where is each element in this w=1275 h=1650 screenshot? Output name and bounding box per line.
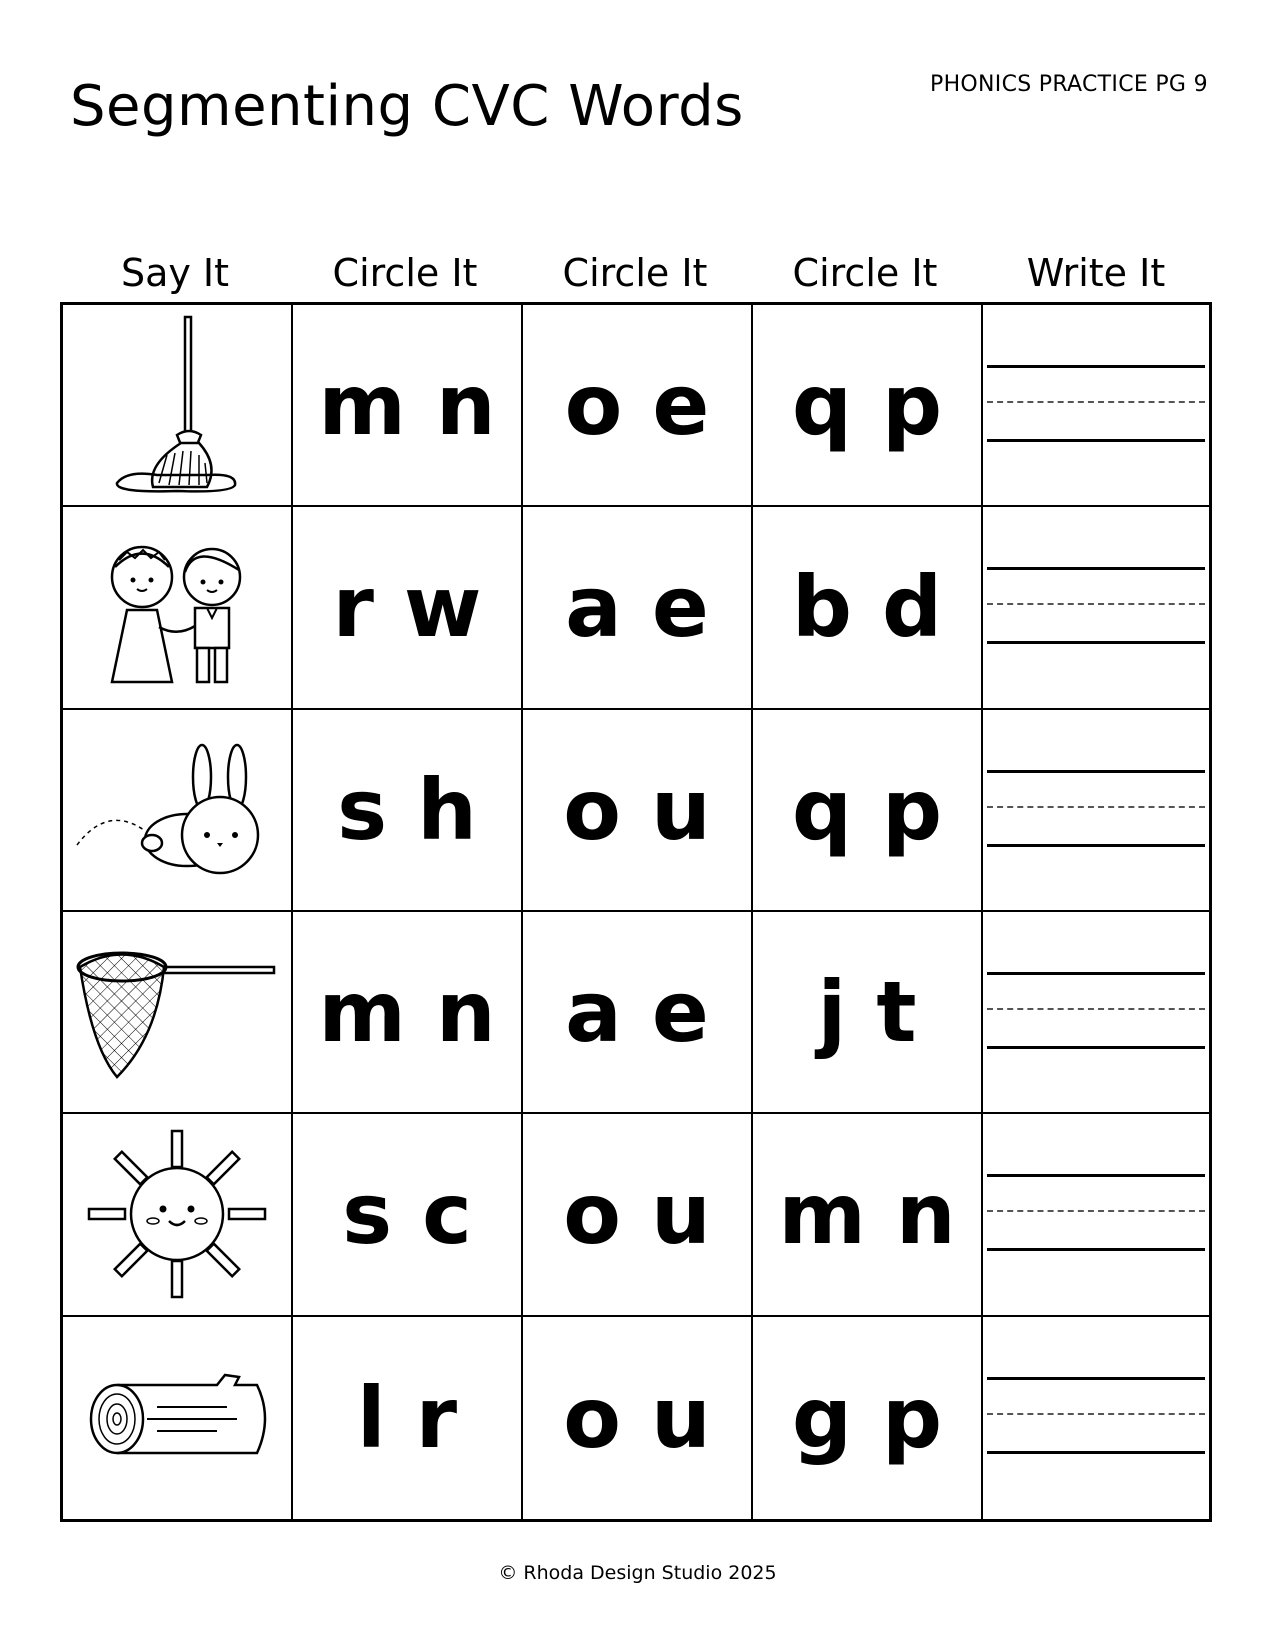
letter-choice[interactable]: c [422, 1165, 472, 1264]
handwriting-line [987, 439, 1205, 442]
letter-choice[interactable]: o [563, 760, 621, 859]
letter-cell[interactable] [293, 1317, 523, 1519]
handwriting-line [987, 305, 1205, 505]
letter-cell[interactable] [753, 912, 983, 1114]
letter-cell[interactable] [293, 507, 523, 709]
letter-choice[interactable]: r [415, 1368, 458, 1467]
letter-pair [318, 963, 496, 1062]
letter-pair [342, 1165, 472, 1264]
letter-pair [817, 963, 917, 1062]
handwriting-line [987, 972, 1205, 975]
handwriting-line [987, 1210, 1205, 1212]
letter-pair [563, 760, 711, 859]
letter-choice[interactable]: j [817, 963, 847, 1062]
picture-cell [63, 507, 293, 709]
letter-cell[interactable] [523, 710, 753, 912]
write-cell[interactable] [983, 1114, 1209, 1316]
letter-cell[interactable] [293, 912, 523, 1114]
handwriting-line [987, 1008, 1205, 1010]
handwriting-line [987, 1174, 1205, 1177]
letter-cell[interactable] [753, 1317, 983, 1519]
net-icon [72, 937, 282, 1087]
picture-cell [63, 1114, 293, 1316]
letter-choice[interactable]: m [318, 963, 406, 1062]
column-header-write-it: Write It [1026, 251, 1166, 295]
letter-choice[interactable]: u [650, 760, 711, 859]
column-headers [60, 248, 1212, 298]
handwriting-line [987, 1377, 1205, 1380]
column-header-circle-it-1: Circle It [332, 251, 478, 295]
write-cell[interactable] [983, 507, 1209, 709]
letter-choice[interactable]: o [563, 1368, 621, 1467]
worksheet-grid [60, 302, 1212, 1522]
handwriting-line [987, 401, 1205, 403]
letter-cell[interactable] [523, 507, 753, 709]
letter-pair [563, 1368, 711, 1467]
letter-cell[interactable] [753, 507, 983, 709]
handwriting-line [987, 1114, 1205, 1314]
letter-choice[interactable]: s [337, 760, 388, 859]
letter-choice[interactable]: w [403, 558, 482, 657]
letter-choice[interactable]: p [882, 1368, 943, 1467]
letter-choice[interactable]: n [435, 356, 496, 455]
copyright-footer: © Rhoda Design Studio 2025 [498, 1562, 777, 1584]
letter-choice[interactable]: q [791, 356, 852, 455]
letter-choice[interactable]: n [435, 963, 496, 1062]
letter-choice[interactable]: p [882, 356, 943, 455]
letter-choice[interactable]: e [651, 558, 709, 657]
letter-cell[interactable] [753, 305, 983, 507]
letter-pair [791, 558, 943, 657]
handwriting-line [987, 770, 1205, 773]
letter-pair [332, 558, 482, 657]
letter-choice[interactable]: d [882, 558, 943, 657]
handwriting-line [987, 641, 1205, 644]
letter-pair [791, 356, 943, 455]
write-cell[interactable] [983, 305, 1209, 507]
letter-choice[interactable]: t [876, 963, 917, 1062]
handwriting-line [987, 912, 1205, 1112]
write-cell[interactable] [983, 912, 1209, 1114]
letter-pair [565, 558, 709, 657]
handwriting-line [987, 1451, 1205, 1454]
handwriting-line [987, 844, 1205, 847]
letter-cell[interactable] [523, 1114, 753, 1316]
column-header-say-it: Say It [120, 251, 230, 295]
column-header-circle-it-2: Circle It [562, 251, 708, 295]
picture-cell [63, 710, 293, 912]
letter-choice[interactable]: n [895, 1165, 956, 1264]
letter-choice[interactable]: u [650, 1368, 711, 1467]
handwriting-line [987, 507, 1205, 707]
letter-choice[interactable]: o [563, 1165, 621, 1264]
handwriting-line [987, 365, 1205, 368]
letter-choice[interactable]: q [791, 760, 852, 859]
letter-choice[interactable]: u [650, 1165, 711, 1264]
letter-choice[interactable]: a [565, 963, 622, 1062]
letter-cell[interactable] [523, 912, 753, 1114]
letter-choice[interactable]: a [565, 558, 622, 657]
sun-icon [87, 1129, 267, 1299]
letter-pair [564, 356, 710, 455]
letter-cell[interactable] [753, 1114, 983, 1316]
letter-pair [356, 1368, 458, 1467]
letter-pair [791, 1368, 943, 1467]
page-title: Segmenting CVC Words [70, 74, 744, 139]
page-label: PHONICS PRACTICE PG 9 [930, 72, 1208, 97]
letter-cell[interactable] [523, 305, 753, 507]
letter-choice[interactable]: b [791, 558, 852, 657]
letter-choice[interactable]: m [318, 356, 406, 455]
letter-cell[interactable] [523, 1317, 753, 1519]
handwriting-line [987, 567, 1205, 570]
letter-pair [791, 760, 943, 859]
handwriting-line [987, 1317, 1205, 1519]
letter-cell[interactable] [293, 710, 523, 912]
letter-cell[interactable] [293, 1114, 523, 1316]
column-header-circle-it-3: Circle It [792, 251, 938, 295]
picture-cell [63, 305, 293, 507]
letter-choice[interactable]: h [417, 760, 477, 859]
log-icon [77, 1363, 277, 1473]
mop-icon [107, 315, 247, 495]
letter-choice[interactable]: e [652, 356, 710, 455]
letter-pair [337, 760, 477, 859]
letter-pair [565, 963, 709, 1062]
handwriting-line [987, 1413, 1205, 1415]
letter-choice[interactable]: p [882, 760, 943, 859]
wedding-couple-icon [87, 522, 267, 692]
picture-cell [63, 1317, 293, 1519]
write-cell[interactable] [983, 1317, 1209, 1519]
letter-choice[interactable]: r [332, 558, 374, 657]
letter-cell[interactable] [753, 710, 983, 912]
handwriting-line [987, 806, 1205, 808]
letter-pair [318, 356, 496, 455]
write-cell[interactable] [983, 710, 1209, 912]
letter-pair [778, 1165, 956, 1264]
letter-choice[interactable]: o [564, 356, 623, 455]
handwriting-line [987, 603, 1205, 605]
letter-choice[interactable]: l [356, 1368, 386, 1467]
letter-choice[interactable]: g [791, 1368, 852, 1467]
handwriting-line [987, 1046, 1205, 1049]
letter-cell[interactable] [293, 305, 523, 507]
hopping-bunny-icon [72, 735, 282, 885]
letter-choice[interactable]: m [778, 1165, 866, 1264]
letter-pair [563, 1165, 711, 1264]
handwriting-line [987, 1248, 1205, 1251]
handwriting-line [987, 710, 1205, 910]
letter-choice[interactable]: s [342, 1165, 393, 1264]
letter-choice[interactable]: e [651, 963, 709, 1062]
picture-cell [63, 912, 293, 1114]
